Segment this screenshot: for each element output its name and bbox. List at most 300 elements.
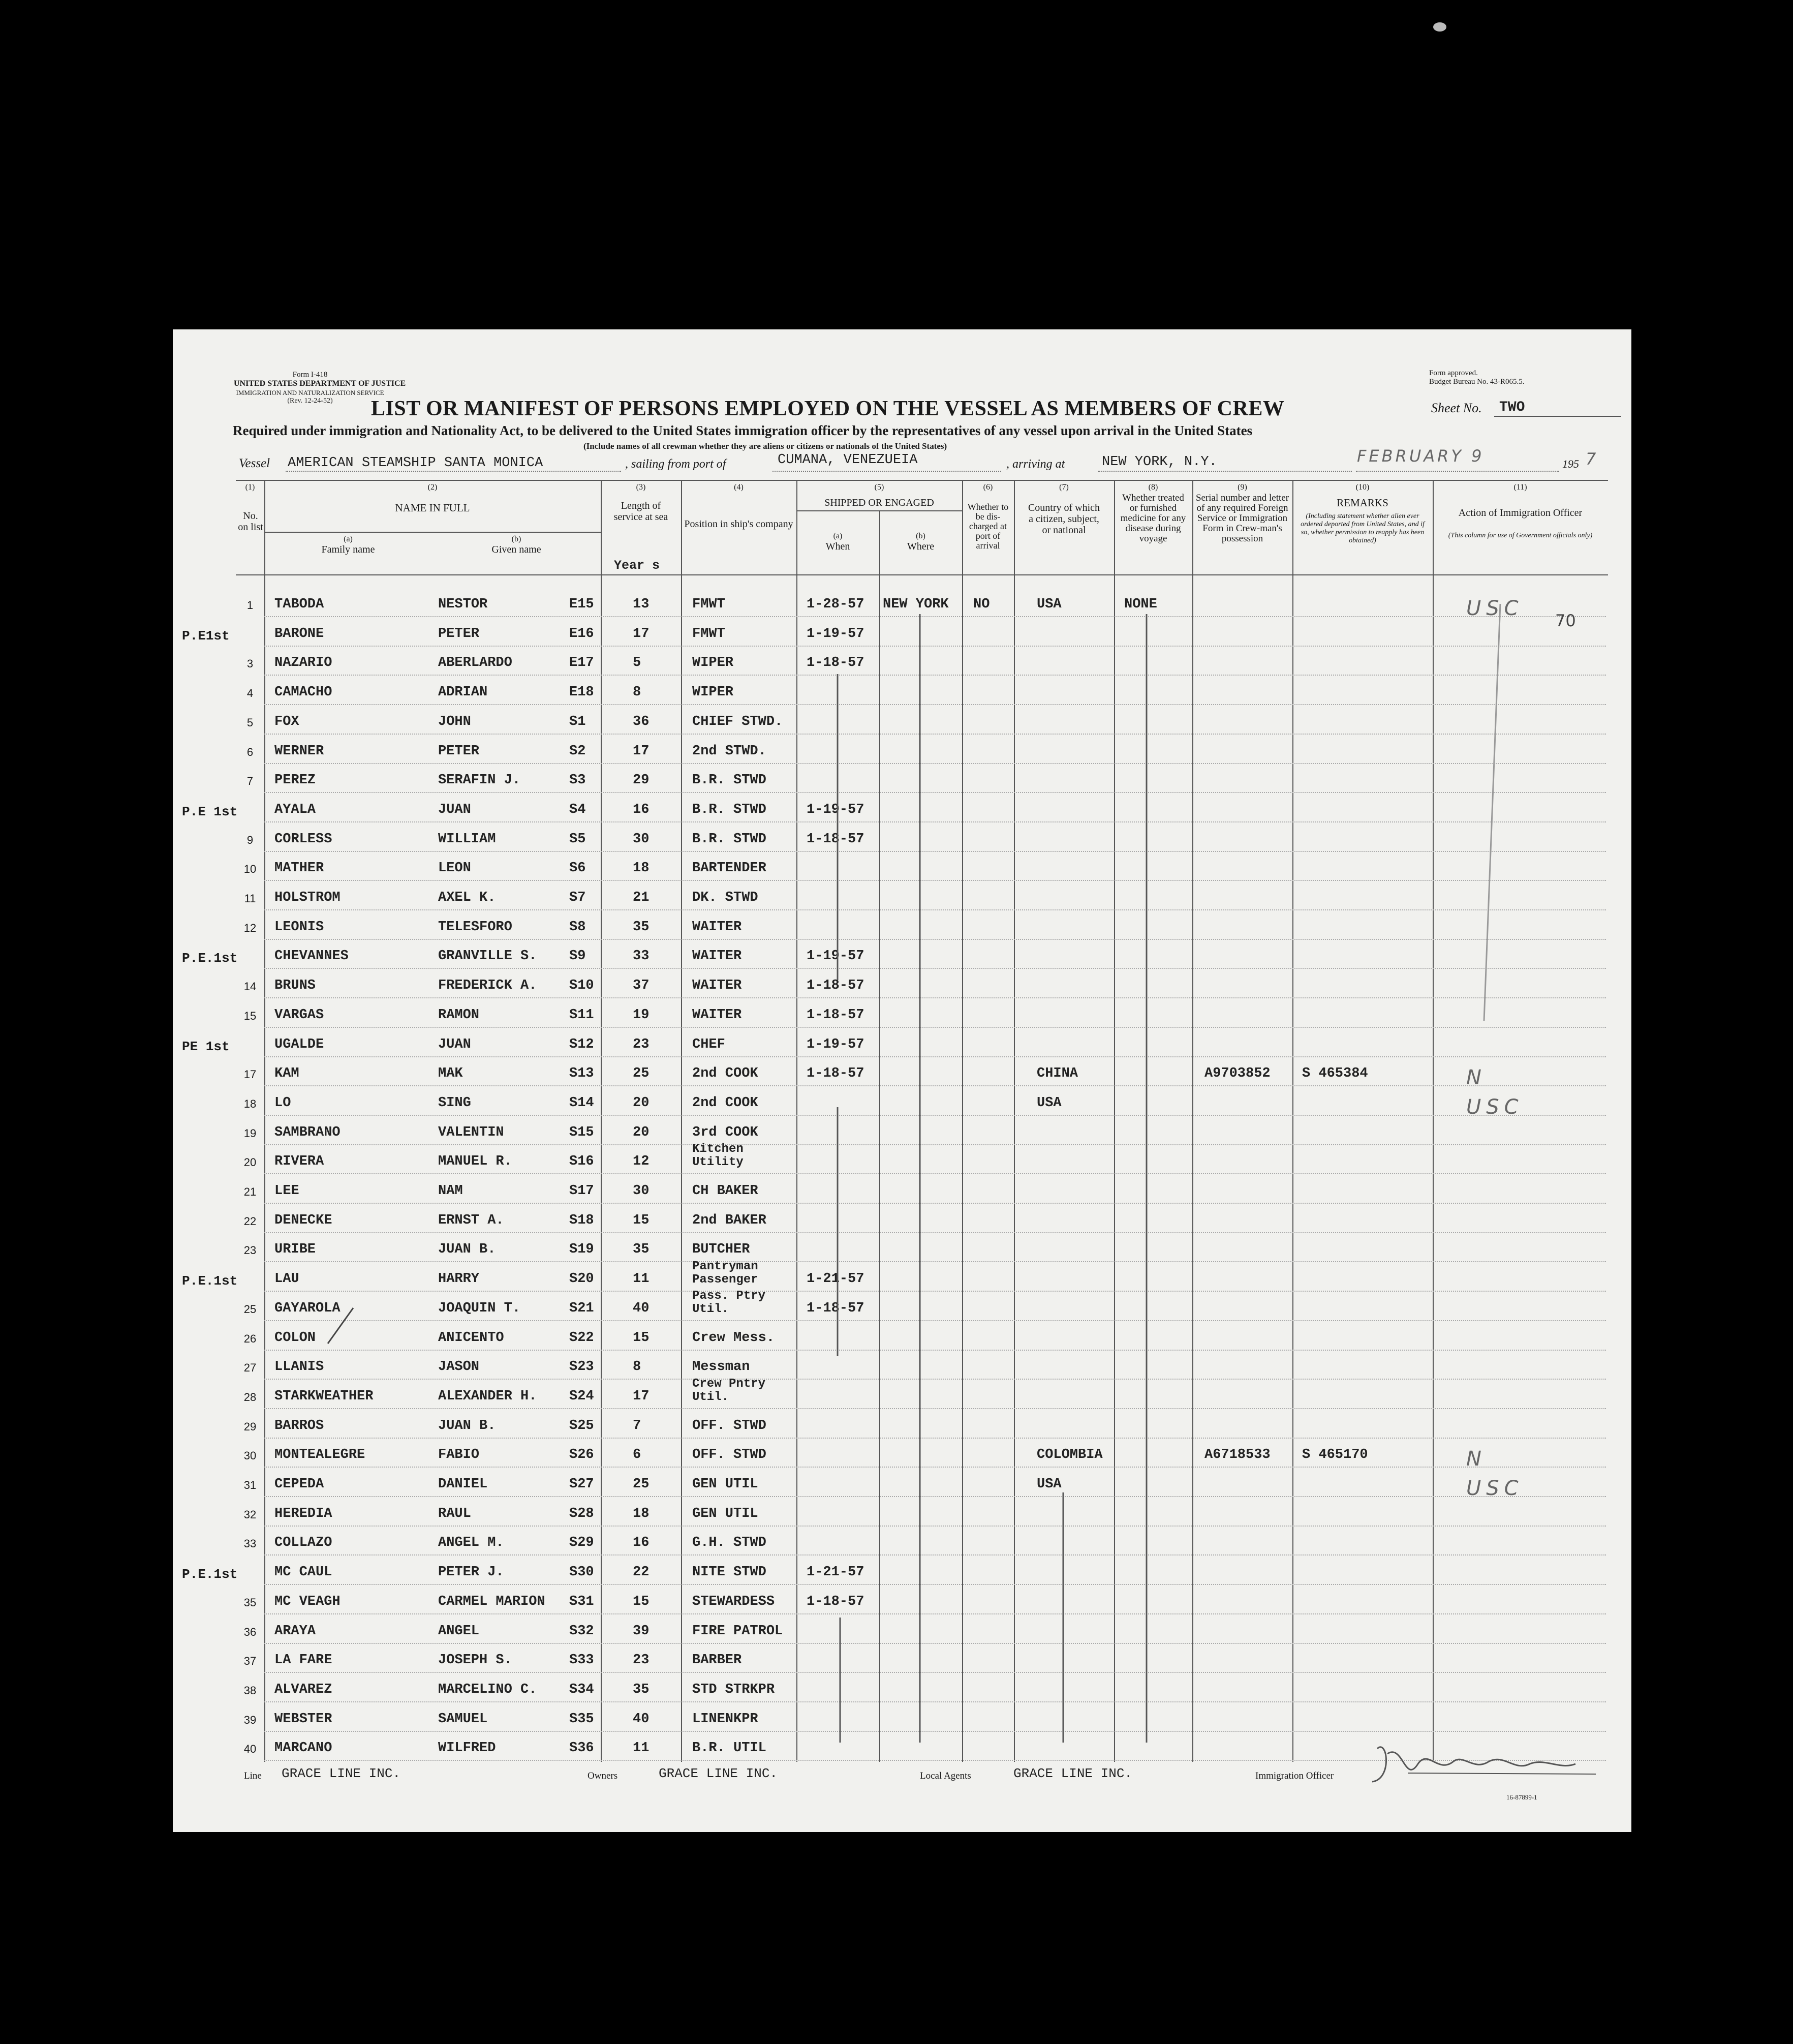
row-number: P.E 1st (182, 804, 238, 819)
service-years: 11 (633, 1741, 650, 1756)
family-name: HEREDIA (274, 1506, 332, 1521)
officer-action: N (1466, 1066, 1487, 1090)
budget-bureau: Budget Bureau No. 43-R065.5. (1429, 378, 1525, 386)
row-number: 39 (243, 1713, 257, 1726)
service-years: 11 (633, 1271, 650, 1287)
position: 3rd COOK (692, 1124, 758, 1140)
col5a-number: (a) (833, 532, 843, 540)
position: DK. STWD (692, 890, 758, 905)
col5b-header: Where (907, 541, 935, 552)
crew-code: S36 (569, 1741, 594, 1756)
position: B.R. STWD (692, 773, 766, 788)
crew-code: S29 (569, 1535, 594, 1551)
family-name: CEPEDA (274, 1477, 324, 1492)
given-name: WILFRED (438, 1741, 496, 1756)
position: WAITER (692, 1007, 742, 1023)
shipped-when: 1-18-57 (807, 655, 864, 671)
officer-action: USC (1466, 597, 1524, 620)
family-name: MATHER (274, 861, 324, 876)
col10-header: REMARKS (1337, 497, 1388, 509)
given-name: NAM (438, 1183, 463, 1199)
given-name: JOSEPH S. (438, 1653, 512, 1668)
service-years: 13 (633, 597, 650, 612)
position: Crew Mess. (692, 1330, 775, 1346)
position: G.H. STWD (692, 1535, 766, 1551)
service-years: 19 (633, 1007, 650, 1023)
family-name: CAMACHO (274, 685, 332, 700)
position: FIRE PATROL (692, 1623, 783, 1639)
shipped-where: NEW YORK (883, 597, 949, 612)
given-name: DANIEL (438, 1477, 488, 1492)
position: BUTCHER (692, 1242, 750, 1258)
position: B.R. STWD (692, 831, 766, 847)
position: WAITER (692, 949, 742, 964)
officer-action: USC (1466, 1095, 1524, 1119)
service-years: 16 (633, 802, 650, 817)
crew-code: S26 (569, 1447, 594, 1463)
crew-code: S7 (569, 890, 586, 905)
position: 2nd COOK (692, 1095, 758, 1111)
family-name: UGALDE (274, 1036, 324, 1052)
service-name: IMMIGRATION AND NATURALIZATION SERVICE (236, 389, 384, 396)
row-number: 36 (243, 1625, 257, 1638)
shipped-when: 1-19-57 (807, 1036, 864, 1052)
row-number: 22 (243, 1214, 257, 1228)
position: OFF. STWD (692, 1418, 766, 1433)
col10-subheader: (Including statement whether alien ever ordered deported from United States, and if so, whether permission to reapply has been obtained) (1301, 512, 1425, 544)
year-prefix: 195 (1562, 457, 1579, 470)
col10-number: (10) (1355, 483, 1370, 492)
row-number: 11 (244, 892, 256, 905)
crew-code: S24 (569, 1388, 594, 1404)
family-name: URIBE (274, 1242, 316, 1258)
col5-number: (5) (874, 483, 884, 492)
row-number: 40 (243, 1743, 257, 1756)
crew-code: E15 (569, 597, 594, 612)
service-years: 15 (633, 1594, 650, 1609)
service-years: 35 (633, 919, 650, 935)
position: FMWT (692, 597, 725, 612)
family-name: VARGAS (274, 1007, 324, 1023)
service-years: 33 (633, 949, 650, 964)
service-years: 6 (633, 1447, 641, 1463)
service-years: 12 (633, 1154, 650, 1170)
citizenship: COLOMBIA (1037, 1447, 1103, 1463)
position: STEWARDESS (692, 1594, 775, 1609)
service-years: 15 (633, 1212, 650, 1228)
col1-header: No. on list (238, 510, 263, 533)
crew-code: S17 (569, 1183, 594, 1199)
row-number: 3 (246, 657, 254, 670)
given-name: SERAFIN J. (438, 773, 521, 788)
row-number: 19 (243, 1126, 257, 1140)
service-years: 40 (633, 1711, 650, 1727)
crew-code: S32 (569, 1623, 594, 1639)
given-name: NESTOR (438, 597, 488, 612)
citizenship: USA (1037, 1095, 1062, 1111)
shipped-when: 1-18-57 (807, 978, 864, 994)
family-name: LLANIS (274, 1359, 324, 1375)
service-years: 20 (633, 1095, 650, 1111)
shipped-when: 1-18-57 (807, 1007, 864, 1023)
row-number: 27 (243, 1361, 257, 1375)
given-name: PETER (438, 626, 480, 642)
crew-code: S11 (569, 1007, 594, 1023)
service-years: 15 (633, 1330, 650, 1346)
given-name: FREDERICK A. (438, 978, 537, 994)
given-name: LEON (438, 861, 471, 876)
crew-code: S9 (569, 949, 586, 964)
row-number: P.E.1st (182, 951, 238, 966)
sailing-label: , sailing from port of (625, 457, 726, 471)
form-code: 16-87899-1 (1506, 1793, 1537, 1801)
given-name: ADRIAN (438, 685, 488, 700)
service-years: 35 (633, 1682, 650, 1697)
given-name: JOHN (438, 714, 471, 729)
shipped-when: 1-18-57 (807, 1066, 864, 1082)
col5b-number: (b) (916, 532, 925, 540)
officer-label: Immigration Officer (1255, 1771, 1334, 1781)
crew-code: S8 (569, 919, 586, 935)
crew-code: S27 (569, 1477, 594, 1492)
family-name: CHEVANNES (274, 949, 349, 964)
line-name: GRACE LINE INC. (282, 1766, 401, 1781)
family-name: COLLAZO (274, 1535, 332, 1551)
position: B.R. UTIL (692, 1741, 766, 1756)
given-name: WILLIAM (438, 831, 496, 847)
crew-code: E16 (569, 626, 594, 642)
position: CH BAKER (692, 1183, 758, 1199)
position: GEN UTIL (692, 1477, 758, 1492)
service-years: 17 (633, 743, 650, 759)
given-name: RAUL (438, 1506, 471, 1521)
col6-number: (6) (983, 483, 993, 492)
family-name: LEONIS (274, 919, 324, 935)
row-number: 14 (243, 980, 257, 993)
given-name: MANUEL R. (438, 1154, 512, 1170)
row-number: 23 (243, 1244, 257, 1257)
given-name: VALENTIN (438, 1124, 504, 1140)
agents-name: GRACE LINE INC. (1013, 1766, 1133, 1781)
row-number: 21 (243, 1185, 257, 1198)
position: Kitchen Utility (692, 1142, 744, 1170)
crew-code: S22 (569, 1330, 594, 1346)
col7-number: (7) (1059, 483, 1069, 492)
row-number: 4 (246, 687, 254, 700)
col4-number: (4) (734, 483, 744, 492)
family-name: ALVAREZ (274, 1682, 332, 1697)
given-name: JASON (438, 1359, 480, 1375)
service-years: 40 (633, 1300, 650, 1316)
shipped-when: 1-21-57 (807, 1565, 864, 1580)
col5a-header: When (825, 541, 850, 552)
position: 2nd COOK (692, 1066, 758, 1082)
check-marks (173, 329, 1631, 1832)
row-number: 6 (246, 745, 254, 758)
col2a-number: (a) (344, 535, 353, 543)
form-revision: (Rev. 12-24-52) (287, 397, 333, 405)
given-name: MARCELINO C. (438, 1682, 537, 1697)
family-name: STARKWEATHER (274, 1388, 374, 1404)
col2b-header: Given name (491, 544, 541, 555)
officer-action: USC (1466, 1477, 1524, 1500)
family-name: GAYAROLA (274, 1300, 341, 1316)
crew-code: S6 (569, 861, 586, 876)
arriving-label: , arriving at (1006, 457, 1065, 471)
service-years: 36 (633, 714, 650, 729)
given-name: GRANVILLE S. (438, 949, 537, 964)
row-number: 35 (243, 1596, 257, 1609)
position: WAITER (692, 919, 742, 935)
crew-code: S12 (569, 1036, 594, 1052)
owners-name: GRACE LINE INC. (659, 1766, 778, 1781)
family-name: TABODA (274, 597, 324, 612)
crew-code: S30 (569, 1565, 594, 1580)
include-note: (Include names of all crewman whether they are aliens or citizens or nationals of the United States) (583, 441, 947, 451)
crew-code: S33 (569, 1653, 594, 1668)
row-number: P.E.1st (182, 1567, 238, 1582)
col9-header: Serial number and letter of any required Foreign Service or Immigration Form in Crew-man's possession (1195, 493, 1289, 544)
manifest-title: LIST OR MANIFEST OF PERSONS EMPLOYED ON THE VESSEL AS MEMBERS OF CREW (371, 397, 1285, 420)
family-name: BARROS (274, 1418, 324, 1433)
serial-number: A6718533 (1204, 1447, 1271, 1463)
vessel-label: Vessel (239, 456, 270, 470)
service-years: 35 (633, 1242, 650, 1258)
owners-label: Owners (588, 1771, 618, 1781)
row-number: 28 (243, 1390, 257, 1404)
agents-label: Local Agents (920, 1771, 971, 1781)
col11-header: Action of Immigration Officer (1458, 507, 1583, 518)
crew-code: S3 (569, 773, 586, 788)
service-years: 22 (633, 1565, 650, 1580)
crew-code: S4 (569, 802, 586, 817)
crew-code: S19 (569, 1242, 594, 1258)
sailing-port: CUMANA, VENEZUEIA (778, 452, 918, 468)
given-name: SAMUEL (438, 1711, 488, 1727)
given-name: JOAQUIN T. (438, 1300, 521, 1316)
crew-code: S13 (569, 1066, 594, 1082)
crew-code: S31 (569, 1594, 594, 1609)
service-years: 8 (633, 1359, 641, 1375)
crew-code: S1 (569, 714, 586, 729)
family-name: RIVERA (274, 1154, 324, 1170)
given-name: ANGEL M. (438, 1535, 504, 1551)
citizenship: USA (1037, 1477, 1062, 1492)
row-number: 9 (246, 833, 254, 846)
position: 2nd BAKER (692, 1212, 766, 1228)
position: WAITER (692, 978, 742, 994)
position: LINENKPR (692, 1711, 758, 1727)
shipped-when: 1-19-57 (807, 802, 864, 817)
col2-number: (2) (427, 483, 438, 492)
position: BARTENDER (692, 861, 766, 876)
hand-bracket-line (1484, 604, 1500, 1021)
shipped-when: 1-18-57 (807, 831, 864, 847)
crew-code: S28 (569, 1506, 594, 1521)
position: STD STRKPR (692, 1682, 775, 1697)
col7-header: Country of which a citizen, subject, or national (1028, 502, 1100, 536)
medicine-flag: NONE (1124, 597, 1157, 612)
manifest-page (173, 329, 1631, 1832)
row-number: P.E1st (182, 628, 230, 644)
given-name: CARMEL MARION (438, 1594, 545, 1609)
sheet-number: TWO (1499, 400, 1525, 415)
col3-number: (3) (636, 483, 646, 492)
year-digit: 7 (1586, 449, 1596, 469)
family-name: NAZARIO (274, 655, 332, 671)
sheet-label: Sheet No. (1431, 401, 1482, 415)
given-name: ANICENTO (438, 1330, 504, 1346)
family-name: DENECKE (274, 1212, 332, 1228)
given-name: AXEL K. (438, 890, 496, 905)
row-number: 1 (246, 599, 254, 612)
position: WIPER (692, 685, 734, 700)
col2-header: NAME IN FULL (395, 502, 470, 514)
row-number: 38 (243, 1684, 257, 1697)
family-name: AYALA (274, 802, 316, 817)
family-name: PEREZ (274, 773, 316, 788)
citizenship: CHINA (1037, 1066, 1078, 1082)
shipped-when: 1-19-57 (807, 949, 864, 964)
given-name: PETER J. (438, 1565, 504, 1580)
shipped-when: 1-18-57 (807, 1300, 864, 1316)
arrival-port: NEW YORK, N.Y. (1102, 454, 1217, 470)
crew-code: S5 (569, 831, 586, 847)
family-name: HOLSTROM (274, 890, 341, 905)
tick-mark (328, 1308, 353, 1344)
arrival-date: FEBRUARY 9 (1357, 446, 1485, 466)
crew-code: S10 (569, 978, 594, 994)
position: NITE STWD (692, 1565, 766, 1580)
family-name: MC VEAGH (274, 1594, 341, 1609)
service-years: 25 (633, 1477, 650, 1492)
service-years: 8 (633, 685, 641, 700)
crew-code: S35 (569, 1711, 594, 1727)
col9-number: (9) (1238, 483, 1247, 492)
citizenship: USA (1037, 597, 1062, 612)
position: CHEF (692, 1036, 725, 1052)
position: Messman (692, 1359, 750, 1375)
family-name: SAMBRANO (274, 1124, 341, 1140)
position: WIPER (692, 655, 734, 671)
row-number: 37 (243, 1655, 257, 1668)
remarks: S 465384 (1302, 1066, 1368, 1082)
family-name: LA FARE (274, 1653, 332, 1668)
remarks: S 465170 (1302, 1447, 1368, 1463)
given-name: HARRY (438, 1271, 480, 1287)
position: CHIEF STWD. (692, 714, 783, 729)
given-name: ALEXANDER H. (438, 1388, 537, 1404)
crew-code: S18 (569, 1212, 594, 1228)
crew-code: E17 (569, 655, 594, 671)
crew-code: S23 (569, 1359, 594, 1375)
given-name: JUAN B. (438, 1242, 496, 1258)
crew-code: S20 (569, 1271, 594, 1287)
col2a-header: Family name (321, 544, 375, 555)
given-name: JUAN B. (438, 1418, 496, 1433)
row-number: 17 (243, 1068, 257, 1081)
given-name: MAK (438, 1066, 463, 1082)
row-number: 12 (243, 921, 257, 934)
crew-code: S14 (569, 1095, 594, 1111)
crew-code: S2 (569, 743, 586, 759)
row-number: PE 1st (182, 1039, 230, 1054)
family-name: LO (274, 1095, 291, 1111)
position: OFF. STWD (692, 1447, 766, 1463)
crew-code: E18 (569, 685, 594, 700)
family-name: ARAYA (274, 1623, 316, 1639)
margin-note: 70 (1555, 611, 1576, 630)
service-years: 23 (633, 1653, 650, 1668)
service-years: 25 (633, 1066, 650, 1082)
crew-code: S21 (569, 1300, 594, 1316)
given-name: RAMON (438, 1007, 480, 1023)
service-years: 18 (633, 1506, 650, 1521)
family-name: WERNER (274, 743, 324, 759)
shipped-when: 1-18-57 (807, 1594, 864, 1609)
given-name: PETER (438, 743, 480, 759)
service-years: 17 (633, 1388, 650, 1404)
row-number: 32 (243, 1508, 257, 1521)
family-name: MC CAUL (274, 1565, 332, 1580)
position: Crew Pntry Util. (692, 1377, 766, 1404)
family-name: COLON (274, 1330, 316, 1346)
officer-signature (1357, 1733, 1601, 1794)
row-number: 5 (246, 716, 254, 729)
col5-header: SHIPPED OR ENGAGED (824, 497, 934, 508)
row-number: 15 (243, 1009, 257, 1022)
crew-code: S16 (569, 1154, 594, 1170)
service-years: 17 (633, 626, 650, 642)
shipped-when: 1-21-57 (807, 1271, 864, 1287)
family-name: MONTEALEGRE (274, 1447, 365, 1463)
form-number: Form I-418 (292, 371, 328, 379)
row-number: 31 (243, 1479, 257, 1491)
given-name: TELESFORO (438, 919, 512, 935)
shipped-when: 1-19-57 (807, 626, 864, 642)
family-name: BRUNS (274, 978, 316, 994)
position: BARBER (692, 1653, 742, 1668)
col3-header: Length of service at sea (613, 500, 668, 523)
row-number: P.E.1st (182, 1273, 238, 1289)
serial-number: A9703852 (1204, 1066, 1271, 1082)
family-name: FOX (274, 714, 299, 729)
row-number: 29 (243, 1420, 257, 1433)
row-number: 26 (243, 1332, 257, 1345)
department-name: UNITED STATES DEPARTMENT OF JUSTICE (234, 379, 406, 388)
col4-header: Position in ship's company (684, 518, 793, 530)
col3-years-note: Year s (614, 558, 660, 573)
col6-header: Whether to be dis-charged at port of arrival (967, 502, 1009, 551)
family-name: WEBSTER (274, 1711, 332, 1727)
dust-speck (1433, 22, 1446, 32)
crew-code: S15 (569, 1124, 594, 1140)
row-number: 20 (243, 1156, 257, 1169)
crew-code: S34 (569, 1682, 594, 1697)
family-name: LEE (274, 1183, 299, 1199)
service-years: 7 (633, 1418, 641, 1433)
form-approved: Form approved. (1429, 369, 1478, 377)
col2b-number: (b) (511, 535, 521, 543)
position: B.R. STWD (692, 802, 766, 817)
crew-code: S25 (569, 1418, 594, 1433)
service-years: 20 (633, 1124, 650, 1140)
service-years: 21 (633, 890, 650, 905)
service-years: 16 (633, 1535, 650, 1551)
row-number: 7 (246, 775, 254, 788)
row-number: 33 (243, 1537, 257, 1550)
service-years: 29 (633, 773, 650, 788)
